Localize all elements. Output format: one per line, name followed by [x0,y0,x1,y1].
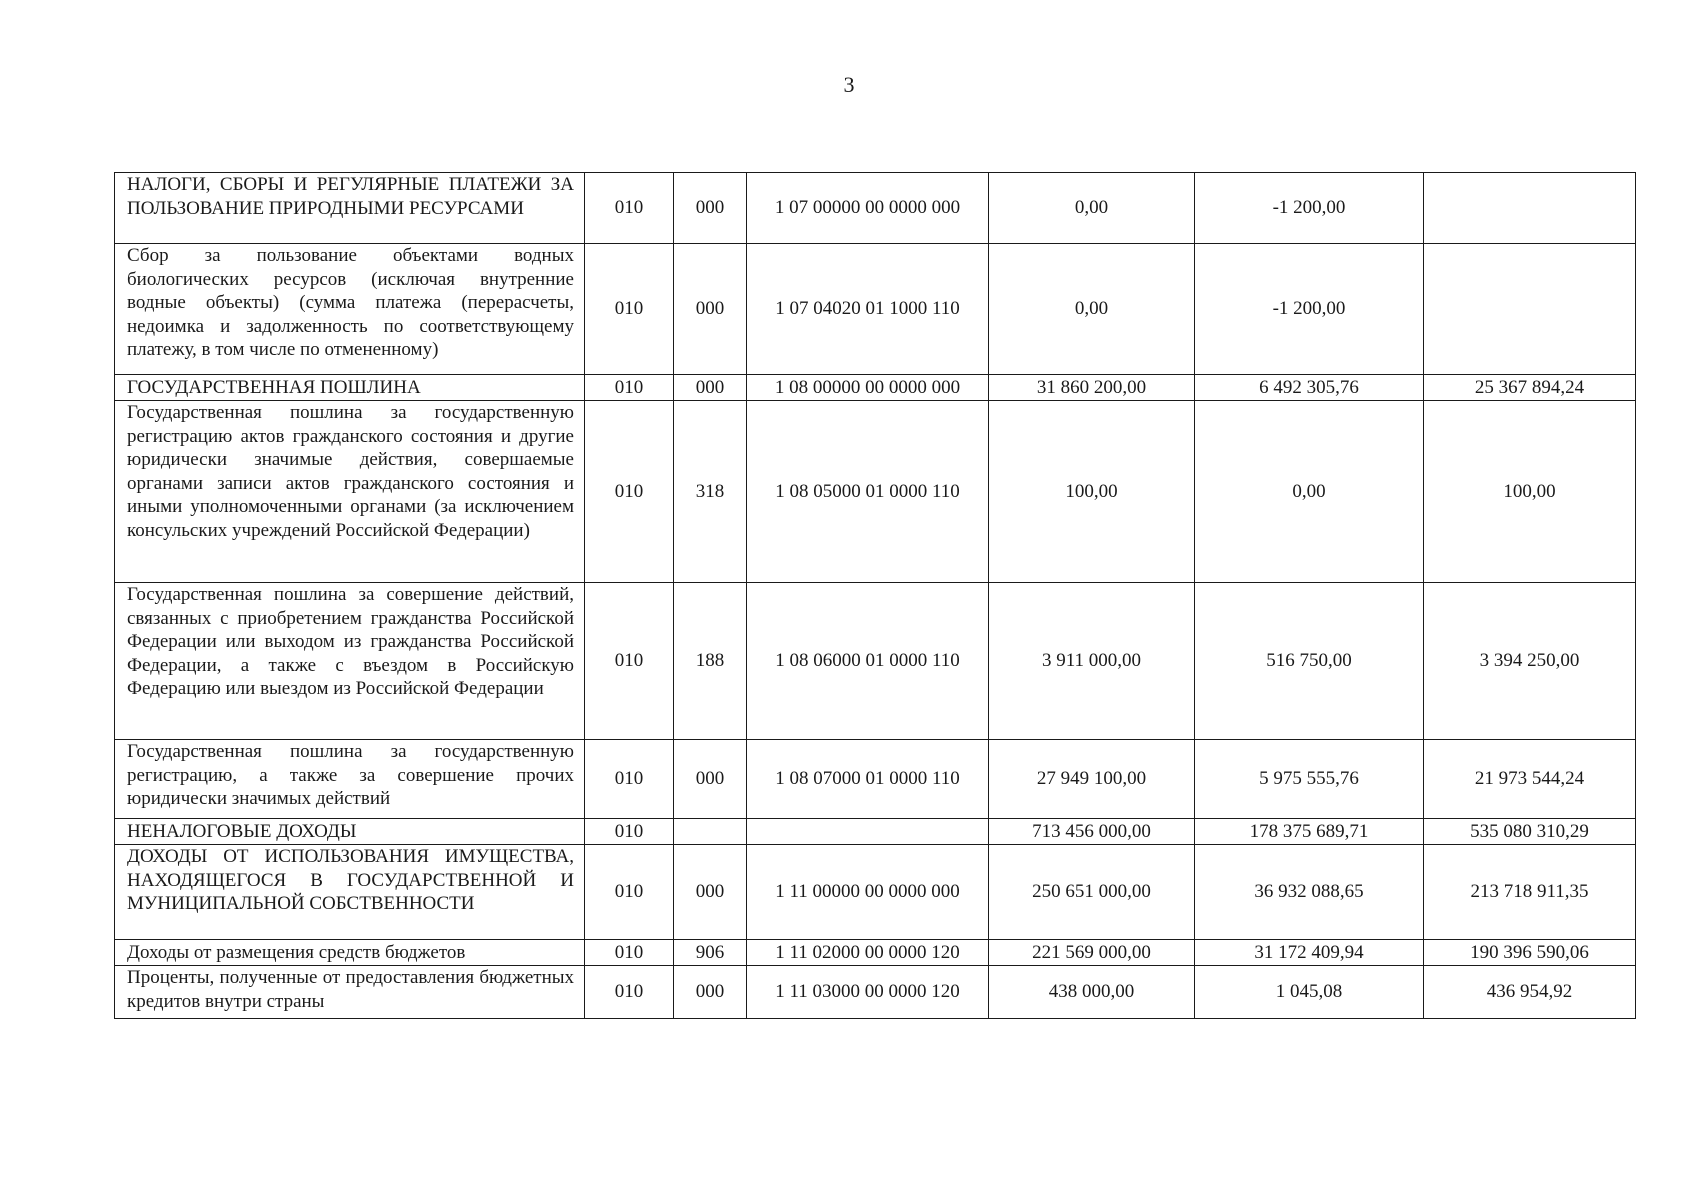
table-row [115,966,1636,1019]
row-executed: -1 200,00 [1195,244,1424,375]
row-name: ДОХОДЫ ОТ ИСПОЛЬЗОВАНИЯ ИМУЩЕСТВА, НАХОДЯЩЕГОСЯ В ГОСУДАРСТВЕННОЙ И МУНИЦИПАЛЬНОЙ СОБСТВЕННОСТИ [115,845,585,940]
row-unexecuted: 100,00 [1424,401,1636,583]
row-name: Сбор за пользование объектами водных биологических ресурсов (исключая внутренние водные объекты) (сумма платежа (перерасчеты, недоимка и задолженность по соответствующему платежу, в том числе по отмененному) [115,244,585,375]
row-admin-code: 000 [674,740,747,819]
row-line-code: 010 [585,940,674,966]
table-row [115,845,1636,940]
row-admin-code: 318 [674,401,747,583]
row-admin-code: 906 [674,940,747,966]
row-approved: 0,00 [989,244,1195,375]
row-line-code: 010 [585,244,674,375]
row-budget-code: 1 11 02000 00 0000 120 [747,940,989,966]
row-name: ГОСУДАРСТВЕННАЯ ПОШЛИНА [115,375,585,401]
row-approved: 221 569 000,00 [989,940,1195,966]
row-executed: 6 492 305,76 [1195,375,1424,401]
row-admin-code: 000 [674,173,747,244]
page-number: 3 [843,72,855,97]
row-name: НЕНАЛОГОВЫЕ ДОХОДЫ [115,819,585,845]
row-admin-code: 000 [674,375,747,401]
row-admin-code: 188 [674,583,747,740]
row-budget-code: 1 08 00000 00 0000 000 [747,375,989,401]
row-name: Государственная пошлина за совершение действий, связанных с приобретением гражданства Российской Федерации или выходом из гражданства Российской Федерации, а также с въездом в Российскую Федерацию или выездом из Российской Федерации [115,583,585,740]
row-name: Доходы от размещения средств бюджетов [115,940,585,966]
row-admin-code: 000 [674,244,747,375]
row-line-code: 010 [585,819,674,845]
row-unexecuted: 535 080 310,29 [1424,819,1636,845]
row-executed: 516 750,00 [1195,583,1424,740]
row-line-code: 010 [585,401,674,583]
row-unexecuted: 21 973 544,24 [1424,740,1636,819]
row-budget-code: 1 11 03000 00 0000 120 [747,966,989,1019]
row-line-code: 010 [585,583,674,740]
row-unexecuted: 25 367 894,24 [1424,375,1636,401]
row-unexecuted: 436 954,92 [1424,966,1636,1019]
table-row [115,819,1636,845]
row-unexecuted: 213 718 911,35 [1424,845,1636,940]
table-row [115,940,1636,966]
row-budget-code: 1 07 00000 00 0000 000 [747,173,989,244]
row-line-code: 010 [585,966,674,1019]
row-budget-code: 1 07 04020 01 1000 110 [747,244,989,375]
row-name: Государственная пошлина за государственную регистрацию, а также за совершение прочих юридически значимых действий [115,740,585,819]
row-budget-code: 1 11 00000 00 0000 000 [747,845,989,940]
row-line-code: 010 [585,173,674,244]
row-budget-code: 1 08 05000 01 0000 110 [747,401,989,583]
row-executed: 0,00 [1195,401,1424,583]
row-line-code: 010 [585,740,674,819]
row-approved: 713 456 000,00 [989,819,1195,845]
row-approved: 3 911 000,00 [989,583,1195,740]
row-unexecuted [1424,173,1636,244]
row-executed: 31 172 409,94 [1195,940,1424,966]
row-executed: -1 200,00 [1195,173,1424,244]
row-name: Государственная пошлина за государственную регистрацию актов гражданского состояния и другие юридически значимые действия, совершаемые органами записи актов гражданского состояния и иными уполномоченными органами (за исключением консульских учреждений Российской Федерации) [115,401,585,583]
row-unexecuted: 3 394 250,00 [1424,583,1636,740]
table-row [115,401,1636,583]
row-approved: 31 860 200,00 [989,375,1195,401]
table-row [115,375,1636,401]
row-name: НАЛОГИ, СБОРЫ И РЕГУЛЯРНЫЕ ПЛАТЕЖИ ЗА ПОЛЬЗОВАНИЕ ПРИРОДНЫМИ РЕСУРСАМИ [115,173,585,244]
row-budget-code: 1 08 07000 01 0000 110 [747,740,989,819]
row-budget-code: 1 08 06000 01 0000 110 [747,583,989,740]
table-row [115,244,1636,375]
row-executed: 178 375 689,71 [1195,819,1424,845]
row-executed: 1 045,08 [1195,966,1424,1019]
row-approved: 250 651 000,00 [989,845,1195,940]
table-row [115,740,1636,819]
row-unexecuted: 190 396 590,06 [1424,940,1636,966]
row-admin-code [674,819,747,845]
income-table [114,172,1636,1019]
row-admin-code: 000 [674,845,747,940]
table-row [115,173,1636,244]
row-line-code: 010 [585,845,674,940]
table-row [115,583,1636,740]
row-line-code: 010 [585,375,674,401]
row-budget-code [747,819,989,845]
row-name: Проценты, полученные от предоставления бюджетных кредитов внутри страны [115,966,585,1019]
row-approved: 100,00 [989,401,1195,583]
row-executed: 36 932 088,65 [1195,845,1424,940]
row-approved: 27 949 100,00 [989,740,1195,819]
row-unexecuted [1424,244,1636,375]
row-approved: 438 000,00 [989,966,1195,1019]
row-admin-code: 000 [674,966,747,1019]
row-executed: 5 975 555,76 [1195,740,1424,819]
row-approved: 0,00 [989,173,1195,244]
